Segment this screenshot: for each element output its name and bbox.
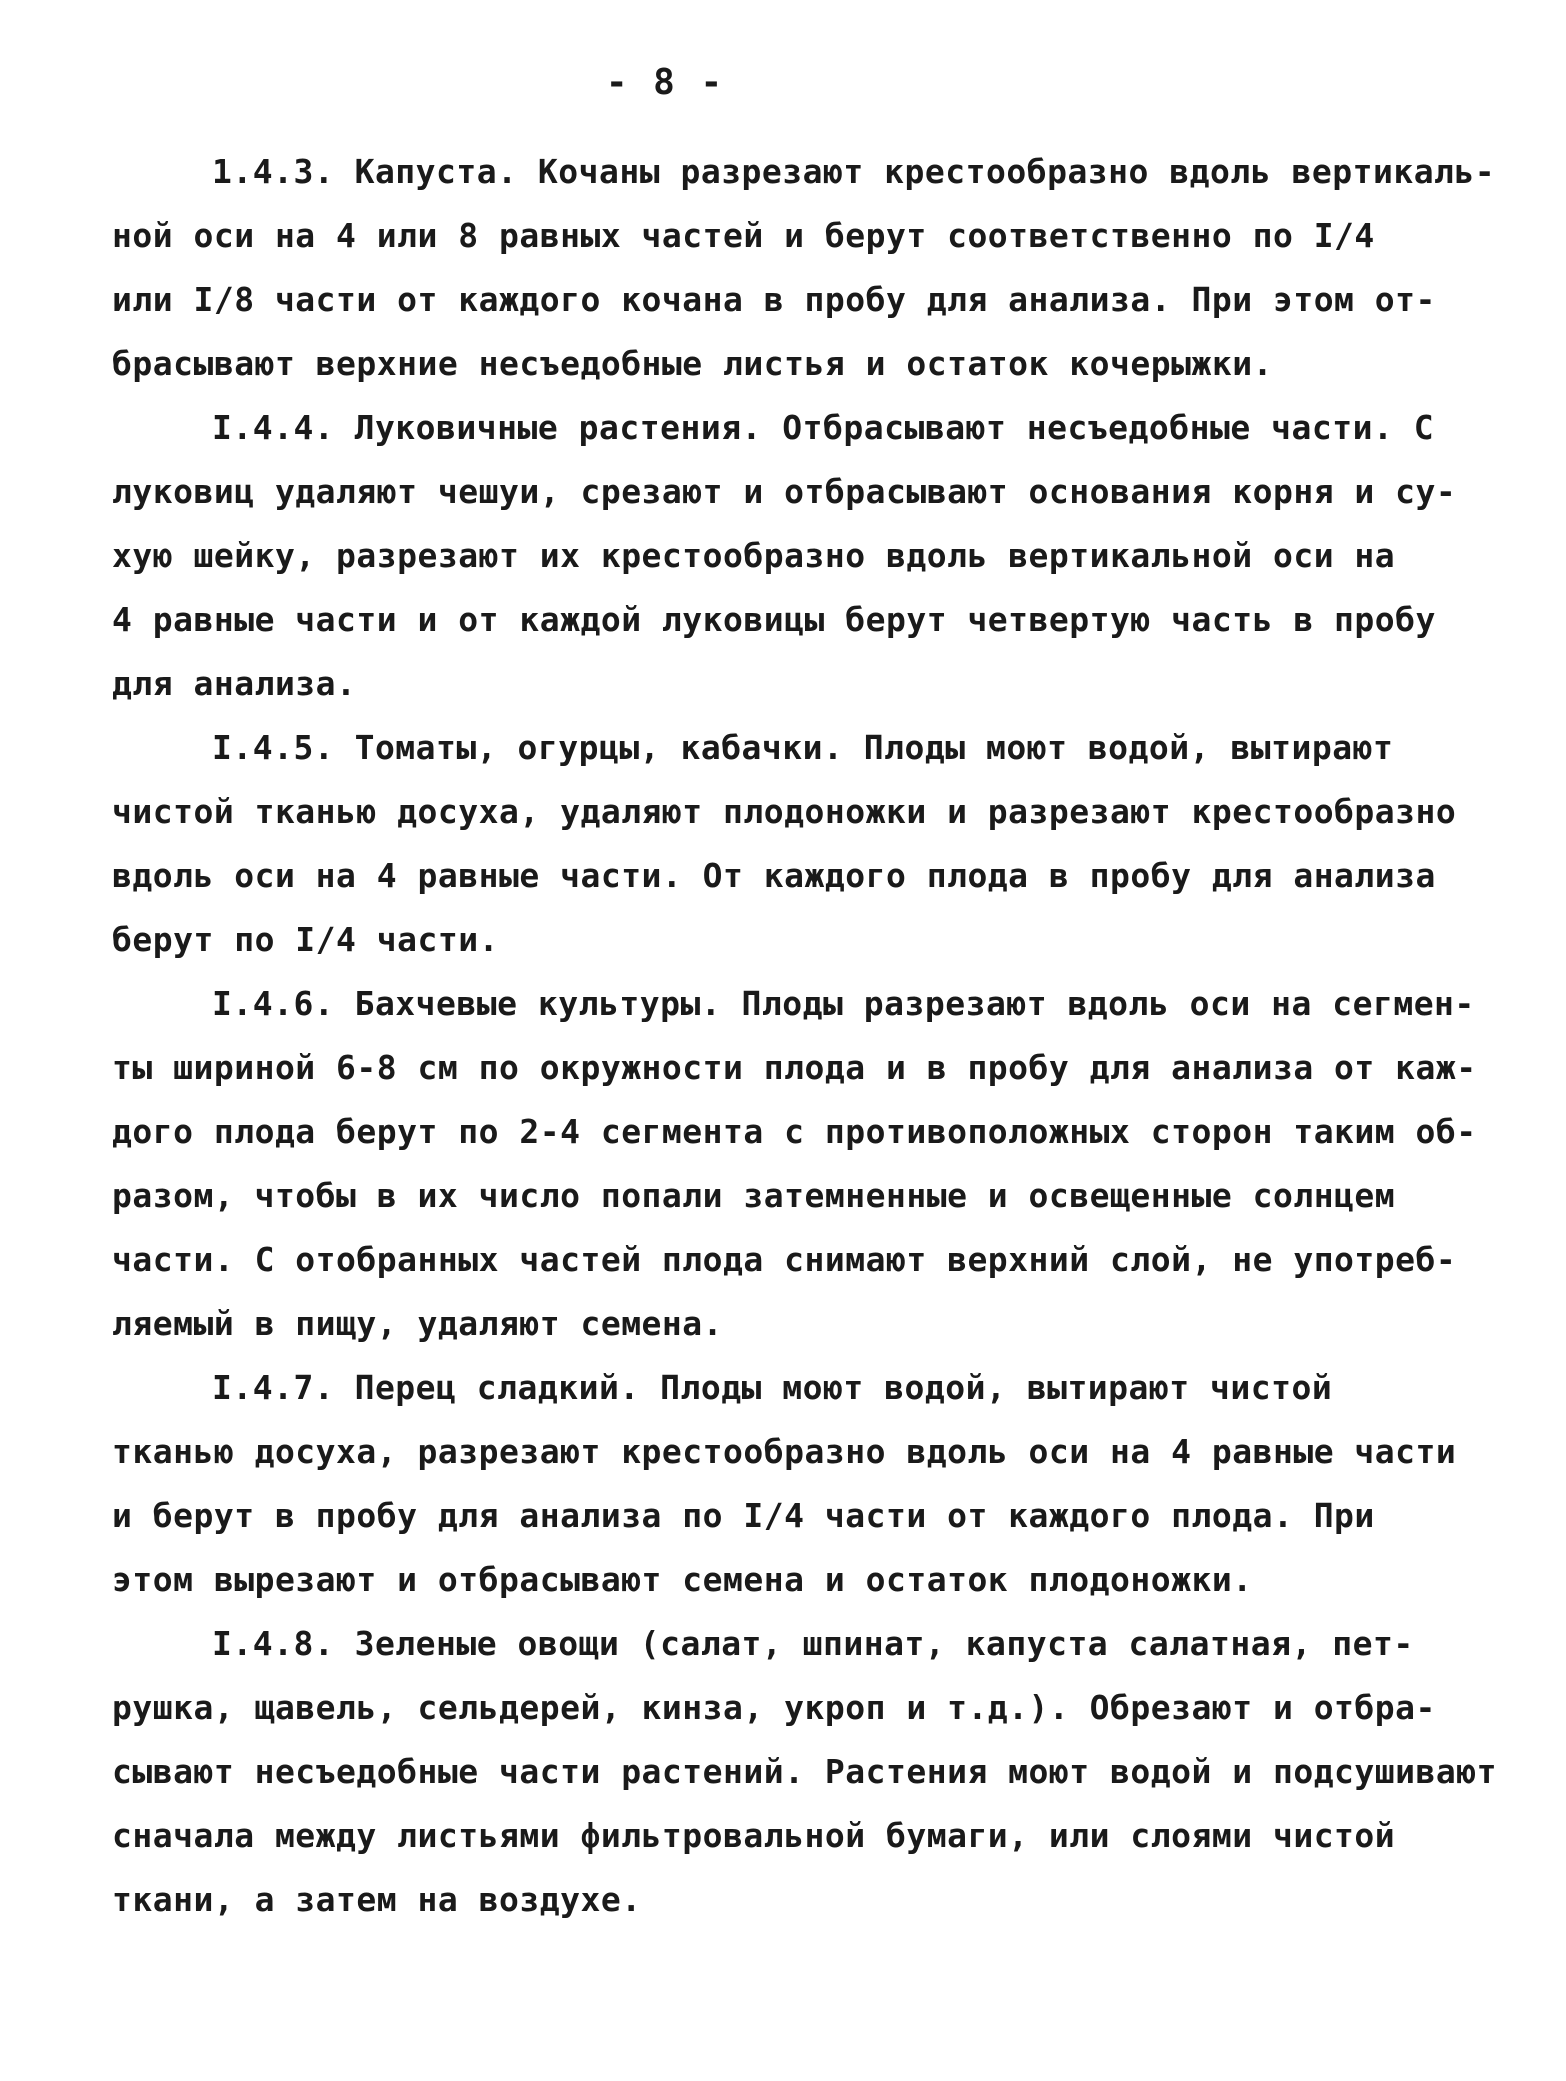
section-1-4-6-melons xyxy=(112,972,1477,1356)
text-line: хую шейку, разрезают их крестообразно вдоль вертикальной оси на xyxy=(112,536,1396,575)
text-line: для анализа. xyxy=(112,664,357,703)
text-line: этом вырезают и отбрасывают семена и остаток плодоножки. xyxy=(112,1560,1253,1599)
text-line: берут по I/4 части. xyxy=(112,920,499,959)
text-line: луковиц удаляют чешуи, срезают и отбрасывают основания корня и су- xyxy=(112,472,1457,511)
section-1-4-7-sweet-pepper xyxy=(112,1356,1457,1612)
text-line: ной оси на 4 или 8 равных частей и берут соответственно по I/4 xyxy=(112,216,1375,255)
section-1-4-8-green-vegetables xyxy=(112,1612,1498,1932)
text-line: брасывают верхние несъедобные листья и остаток кочерыжки. xyxy=(112,344,1273,383)
text-line: 4 равные части и от каждой луковицы берут четвертую часть в пробу xyxy=(112,600,1436,639)
text-line: или I/8 части от каждого кочана в пробу для анализа. При этом от- xyxy=(112,280,1436,319)
text-line: ты шириной 6-8 см по окружности плода и в пробу для анализа от каж- xyxy=(112,1048,1477,1087)
text-line: I.4.5. Томаты, огурцы, кабачки. Плоды моют водой, вытирают xyxy=(212,728,1394,767)
document-body xyxy=(112,140,1498,1932)
text-line: и берут в пробу для анализа по I/4 части от каждого плода. При xyxy=(112,1496,1375,1535)
section-1-4-5-tomatoes xyxy=(112,716,1457,972)
text-line: сывают несъедобные части растений. Растения моют водой и подсушивают xyxy=(112,1752,1498,1791)
text-line: сначала между листьями фильтровальной бумаги, или слоями чистой xyxy=(112,1816,1396,1855)
text-line: I.4.4. Луковичные растения. Отбрасывают несъедобные части. С xyxy=(212,408,1435,447)
section-1-4-4-bulb-plants xyxy=(112,396,1457,716)
text-line: ткани, а затем на воздухе. xyxy=(112,1880,642,1919)
text-line: 1.4.3. Капуста. Кочаны разрезают крестообразно вдоль вертикаль- xyxy=(212,152,1496,191)
text-line: I.4.8. Зеленые овощи (салат, шпинат, капуста салатная, пет- xyxy=(212,1624,1414,1663)
text-line: вдоль оси на 4 равные части. От каждого плода в пробу для анализа xyxy=(112,856,1436,895)
text-line: ляемый в пищу, удаляют семена. xyxy=(112,1304,724,1343)
text-line: чистой тканью досуха, удаляют плодоножки и разрезают крестообразно xyxy=(112,792,1457,831)
page-number: - 8 - xyxy=(605,62,725,103)
text-line: рушка, щавель, сельдерей, кинза, укроп и т.д.). Обрезают и отбра- xyxy=(112,1688,1436,1727)
text-line: I.4.7. Перец сладкий. Плоды моют водой, вытирают чистой xyxy=(212,1368,1333,1407)
text-line: I.4.6. Бахчевые культуры. Плоды разрезают вдоль оси на сегмен- xyxy=(212,984,1475,1023)
text-line: дого плода берут по 2-4 сегмента с противоположных сторон таким об- xyxy=(112,1112,1477,1151)
text-line: части. С отобранных частей плода снимают верхний слой, не употреб- xyxy=(112,1240,1457,1279)
section-1-4-3-cabbage xyxy=(112,140,1496,396)
text-line: тканью досуха, разрезают крестообразно вдоль оси на 4 равные части xyxy=(112,1432,1457,1471)
text-line: разом, чтобы в их число попали затемненные и освещенные солнцем xyxy=(112,1176,1396,1215)
